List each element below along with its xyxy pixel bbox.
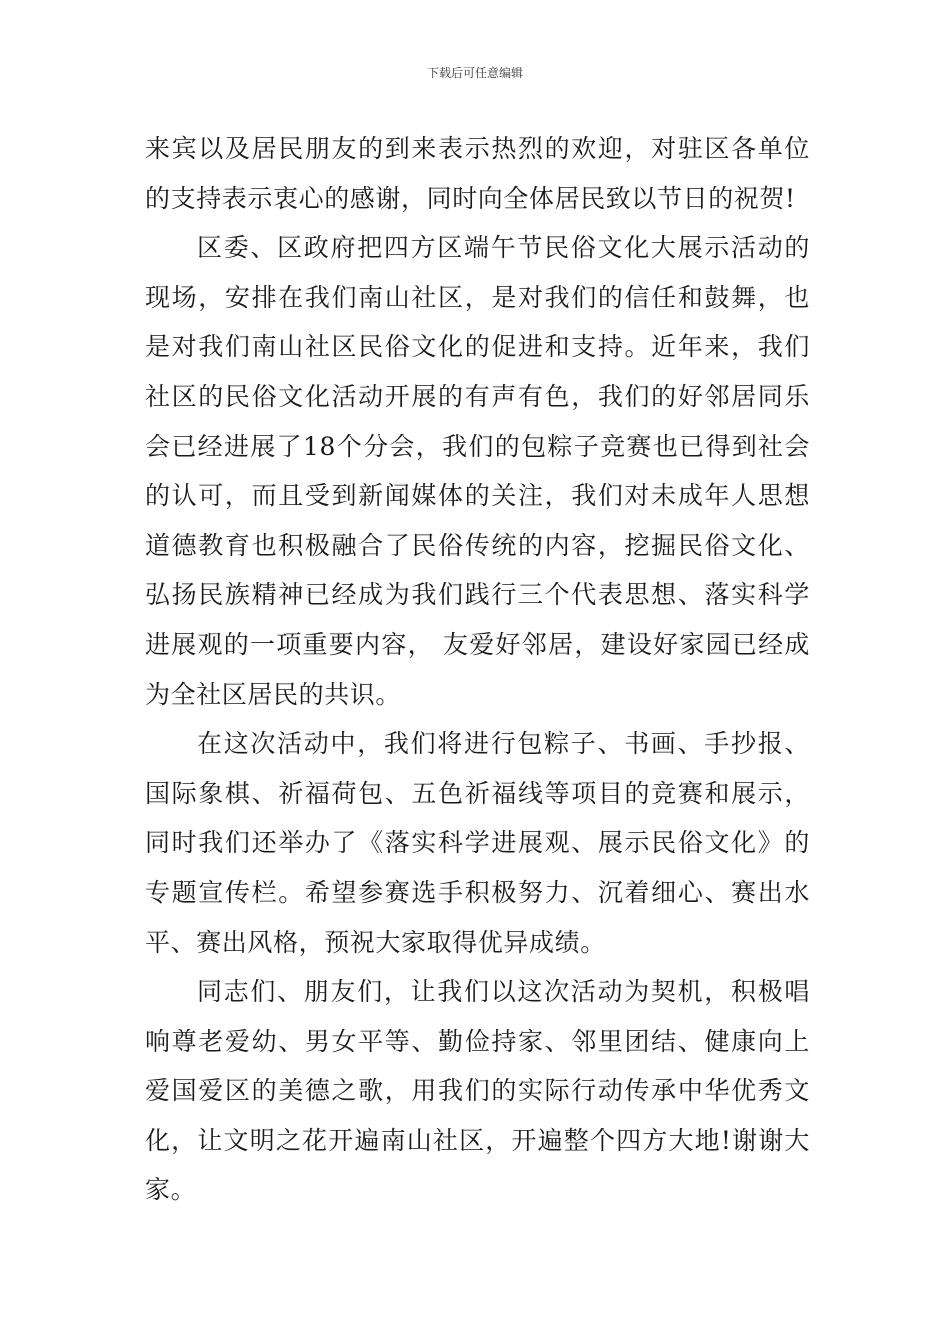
paragraph-closing: 同志们、朋友们，让我们以这次活动为契机，积极唱响尊老爱幼、男女平等、勤俭持家、邻里团结、健康向上爱国爱区的美德之歌，用我们的实际行动传承中华优秀文化，让文明之花开遍南山社区，开遍整个四方大地!谢谢大家。 [145, 977, 810, 1205]
paragraph-welcome: 来宾以及居民朋友的到来表示热烈的欢迎，对驻区各单位的支持表示衷心的感谢，同时向全体居民致以节日的祝贺! [145, 134, 810, 213]
page-header-note: 下载后可任意编辑 [426, 66, 523, 80]
document-body [145, 124, 810, 1215]
paragraph-activities: 在这次活动中，我们将进行包粽子、书画、手抄报、国际象棋、祈福荷包、五色祈福线等项目的竞赛和展示，同时我们还举办了《落实科学进展观、展示民俗文化》的专题宣传栏。希望参赛选手积极努力、沉着细心、赛出水平、赛出风格，预祝大家取得优异成绩。 [145, 729, 810, 957]
paragraph-community-culture: 区委、区政府把四方区端午节民俗文化大展示活动的现场，安排在我们南山社区，是对我们的信任和鼓舞，也是对我们南山社区民俗文化的促进和支持。近年来，我们社区的民俗文化活动开展的有声有色，我们的好邻居同乐会已经进展了18个分会，我们的包粽子竞赛也已得到社会的认可，而且受到新闻媒体的关注，我们对未成年人思想道德教育也积极融合了民俗传统的内容，挖掘民俗文化、弘扬民族精神已经成为我们践行三个代表思想、落实科学进展观的一项重要内容， 友爱好邻居，建设好家园已经成为全社区居民的共识。 [145, 233, 810, 709]
